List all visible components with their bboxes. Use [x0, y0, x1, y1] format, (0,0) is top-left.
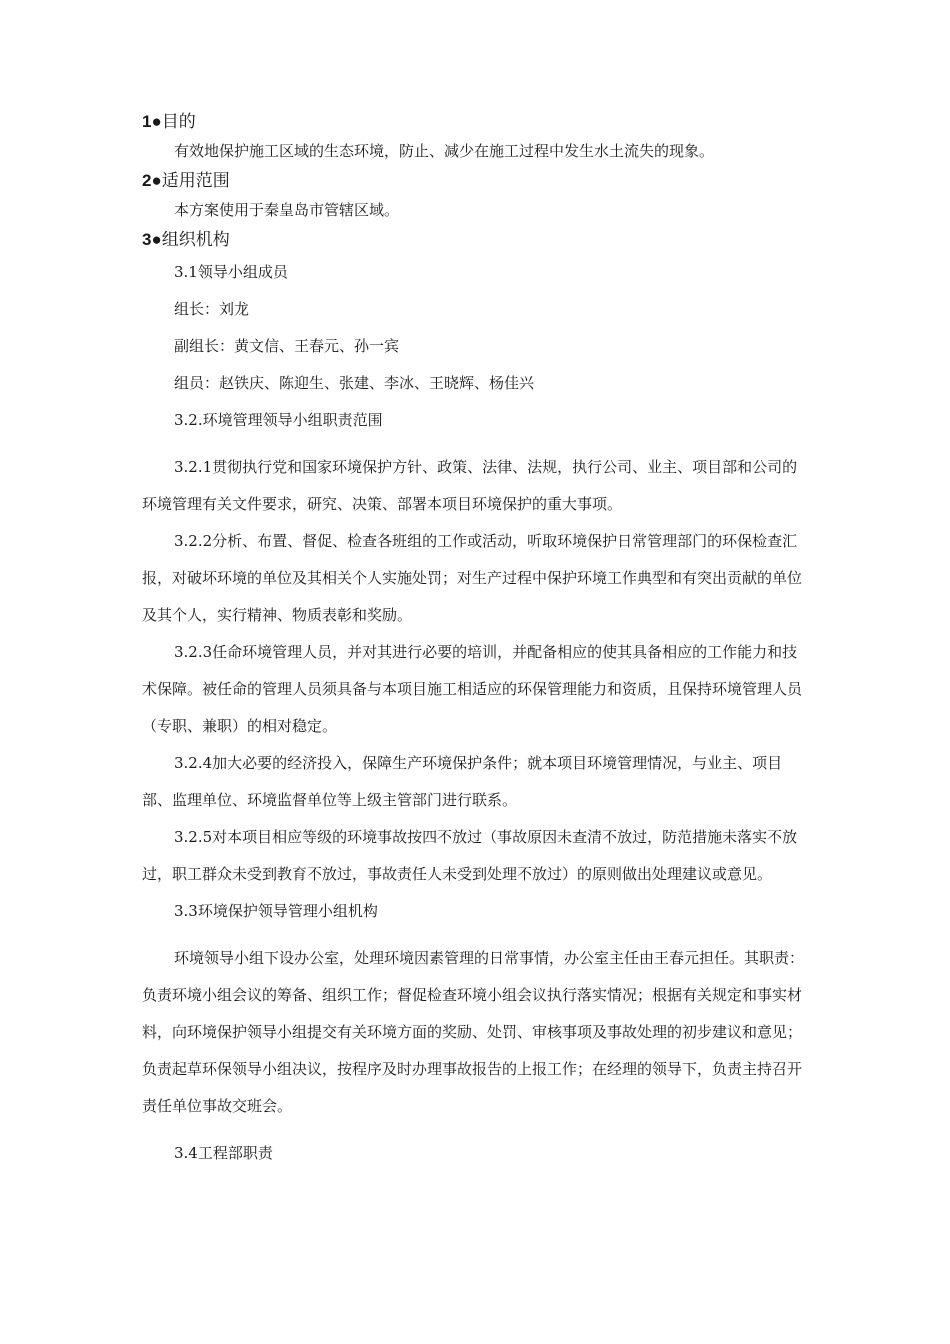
paragraph-3-3: 环境领导小组下设办公室，处理环境因素管理的日常事情，办公室主任由王春元担任。其职责：负责环境小组会议的筹备、组织工作；督促检查环境小组会议执行落实情况；根据有关规定和事实材料，向环境保护领导小组提交有关环境方面的奖励、处罚、审核事项及事故处理的初步建议和意见；负责起草环保领导小组决议，按程序及时办理事故报告的上报工作；在经理的领导下，负责主持召开责任单位事故交班会。 — [142, 949, 805, 1115]
section-2-body: 本方案使用于秦皇岛市管辖区域。 — [174, 201, 400, 219]
subsection-heading-3-1: 3.1领导小组成员 — [174, 263, 288, 281]
section-number: 3● — [142, 230, 162, 249]
leader-line: 组长：刘龙 — [174, 300, 250, 318]
section-title: 适用范围 — [161, 171, 230, 191]
section-heading-3 — [142, 226, 810, 254]
section-1-body: 有效地保护施工区域的生态环境，防止、减少在施工过程中发生水土流失的现象。 — [174, 142, 715, 160]
subsection-heading-3-4: 3.4工程部职责 — [174, 1144, 273, 1162]
section-number: 1● — [142, 112, 162, 131]
subsection-heading-3-2: 3.2.环境管理领导小组职责范围 — [174, 411, 383, 429]
subsection-heading-3-3: 3.3环境保护领导管理小组机构 — [174, 902, 378, 920]
section-heading-2 — [142, 167, 810, 195]
section-number: 2● — [142, 171, 162, 190]
paragraph-3-2-1: 3.2.1贯彻执行党和国家环境保护方针、政策、法律、法规，执行公司、业主、项目部和公司的环境管理有关文件要求，研究、决策、部署本项目环境保护的重大事项。 — [142, 458, 798, 513]
document-page — [142, 108, 810, 1172]
members-line: 组员：赵铁庆、陈迎生、张建、李冰、王晓辉、杨佳兴 — [174, 374, 535, 392]
paragraph-3-2-5: 3.2.5对本项目相应等级的环境事故按四不放过（事故原因未查清不放过，防范措施未落实不放过，职工群众未受到教育不放过，事故责任人未受到处理不放过）的原则做出处理建议或意见。 — [142, 828, 798, 883]
deputy-line: 副组长：黄文信、王春元、孙一宾 — [174, 337, 400, 355]
section-title: 目的 — [161, 112, 196, 132]
paragraph-3-2-3: 3.2.3任命环境管理人员，并对其进行必要的培训，并配备相应的使其具备相应的工作能力和技术保障。被任命的管理人员须具备与本项目施工相适应的环保管理能力和资质，且保持环境管理人员（专职、兼职）的相对稳定。 — [142, 643, 803, 735]
section-heading-1 — [142, 108, 810, 136]
paragraph-3-2-4: 3.2.4加大必要的经济投入，保障生产环境保护条件；就本项目环境管理情况，与业主、项目部、监理单位、环境监督单位等上级主管部门进行联系。 — [142, 754, 783, 809]
paragraph-3-2-2: 3.2.2分析、布置、督促、检查各班组的工作或活动，听取环境保护日常管理部门的环保检查汇报，对破坏环境的单位及其相关个人实施处罚；对生产过程中保护环境工作典型和有突出贡献的单位及其个人，实行精神、物质表彰和奖励。 — [142, 532, 803, 624]
section-title: 组织机构 — [161, 230, 230, 250]
